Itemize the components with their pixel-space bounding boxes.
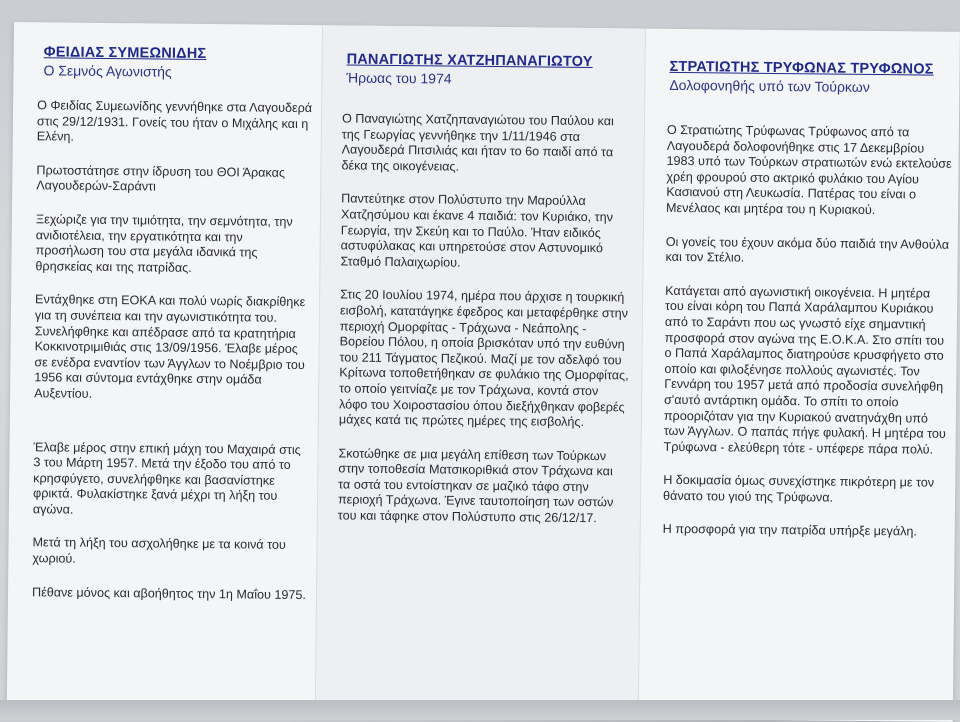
- column-header: [669, 59, 933, 96]
- paragraph: Έλαβε μέρος στην επική μάχη του Μαχαιρά στις 3 του Μάρτη 1957. Μετά την έξοδο του από το κρησφύγετο, συνελήφθηκε και βασανίστηκε φρικτά. Φυλακίστηκε ξανά μέχρι τη λήξη του αγώνα.: [32, 439, 301, 517]
- biography-column-tryfonos: [637, 29, 960, 722]
- paragraph: Ξεχώριζε για την τιμιότητα, την σεμνότητα, την ανιδιοτέλεια, την εργατικότητα και την προσήλωση του στα μεγάλα ιδανικά της θρησκείας και της πατρίδας.: [35, 212, 293, 275]
- biography-column-chatzipanagiotou: [315, 25, 646, 718]
- person-subtitle: Ο Σεμνός Αγωνιστής: [43, 62, 172, 80]
- paragraph: Ο Φειδίας Συμεωνίδης γεννήθηκε στα Λαγουδερά στις 29/12/1931. Γονείς του ήταν ο Μιχάλης και η Ελένη.: [36, 98, 313, 144]
- column-header: [43, 44, 206, 80]
- biography-text: [338, 111, 632, 545]
- paragraph: Στις 20 Ιουλίου 1974, ημέρα που άρχισε η τουρκική εισβολή, κατατάγηκε έφεδρος και μεταφέρθηκε στην περιοχή Ομορφίτας - Τράχωνα - Νεάπολης - Βορείου Πόλου, η οποία βρισκόταν υπό την ευθύνη του 211 Τάγματος Πεζικού. Μαζί με τον αδελφό του Κρίτωνα τοποθετήθηκαν σε φυλάκιο της Ομορφίτας, το οποίο γειτνίαζε με τον Τράχωνα, κοντά στον λόφο του Χοιροστασίου όπου διεξήχθηκαν φοβερές μάχες κατά τις πρώτες ημέρες της εισβολής.: [338, 287, 629, 430]
- person-name: ΠΑΝΑΓΙΩΤΗΣ ΧΑΤΖΗΠΑΝΑΓΙΩΤΟΥ: [346, 51, 593, 71]
- paragraph: Παντεύτηκε στον Πολύστυπο την Μαρούλλα Χατζησύμου και έκανε 4 παιδιά: τον Κυριάκο, την Γεωργία, την Σκεύη και το Παύλο. Ήταν ειδικός αστυφύλακας και υπηρετούσε στον Αστυνομικό Σταθμό Παλαιχωρίου.: [340, 191, 614, 270]
- biography-column-symeonides: [7, 22, 322, 715]
- paragraph: Η προσφορά για την πατρίδα υπήρξε μεγάλη.: [662, 522, 918, 539]
- column-header: [346, 51, 592, 88]
- paragraph: Οι γονείς του έχουν ακόμα δύο παιδιά την Ανθούλα και τον Στέλιο.: [665, 234, 950, 265]
- leaflet-sheet: [7, 22, 960, 722]
- paragraph: Εντάχθηκε στη ΕΟΚΑ και πολύ νωρίς διακρίθηκε για τη συνέπεια και την αγωνιστικότητα του. Συνελήφθηκε και απέδρασε από τα κρατητήρια Κοκκινοτριμιθιάς στις 13/09/1956. Έλαβε μέρος σε ενέδρα εναντίον των Άγγλων το Νοέμβριο του 1956 και σύντομα εντάχθηκε στην ομάδα Αυξεντίου.: [34, 292, 306, 401]
- paragraph: Μετά τη λήξη του ασχολήθηκε με τα κοινά του χωριού.: [32, 535, 286, 566]
- person-subtitle: Ήρωας του 1974: [346, 69, 452, 87]
- paragraph: Πέθανε μόνος και αβοήθητος την 1η Μαΐου 1975.: [31, 584, 307, 602]
- biography-text: [32, 98, 312, 621]
- paragraph: Ο Στρατιώτης Τρύφωνας Τρύφωνος από τα Λαγουδερά δολοφονήθηκε στις 17 Δεκεμβρίου 1983 υπό των Τούρκων στρατιωτών ενώ εκτελούσε χρέη φρουρού στο ακτρικό φυλάκιο του Αγίου Κασιανού στη Λευκωσία. Πατέρας του είναι ο Μενέλαος και μητέρα του η Κυριακού.: [666, 122, 952, 217]
- table-surface: [0, 700, 960, 720]
- paragraph: Ο Παναγιώτης Χατζηπαναγιώτου του Παύλου και της Γεωργίας γεννήθηκε την 1/11/1946 στα Λαγουδερά Πιτσιλιάς και ήταν το 6ο παιδί από τα δέκα της οικογένειας.: [341, 111, 614, 174]
- paragraph: Σκοτώθηκε σε μια μεγάλη επίθεση των Τούρκων στην τοποθεσία Ματσικοριθκιά στον Τράχωνα και τα οστά του εντοίστηκαν σε μαζικό τάφο στην περιοχή Τράχωνα. Έγινε ταυτοποίηση των οστών του και τάφηκε στον Πολύστυπο στις 26/12/17.: [337, 446, 614, 526]
- paragraph: Πρωτοστάτησε στην ίδρυση του ΘΟΙ Άρακας Λαγουδερών-Σαράντι: [36, 163, 286, 194]
- person-subtitle: Δολοφονηθής υπό των Τούρκων: [669, 76, 870, 95]
- person-name: ΣΤΡΑΤΙΩΤΗΣ ΤΡΥΦΩΝΑΣ ΤΡΥΦΩΝΟΣ: [669, 58, 934, 78]
- person-name: ΦΕΙΔΙΑΣ ΣΥΜΕΩΝΙΔΗΣ: [43, 44, 207, 63]
- biography-text: [662, 123, 953, 559]
- paragraph: Η δοκιμασία όμως συνεχίστηκε πικρότερη με τον θάνατο του γιού της Τρύφωνα.: [663, 473, 935, 505]
- paragraph: Κατάγεται από αγωνιστική οικογένεια. Η μητέρα του είναι κόρη του Παπά Χαράλαμπου Κυριάκου από το Σαράντι που ως γνωστό είχε σημαντική προσφορά στον αγώνα της Ε.Ο.Κ.Α. Στο σπίτι του ο Παπά Χαράλαμπος διατηρούσε κρυσφήγετο στο οποίο και φιλοξένησε πολλούς αγωνιστές. Τον Γεννάρη του 1957 μετά από προδοσία συνελήφθη σ'αυτό αντάρτικη ομάδα. Το σπίτι το οποίο προοριζόταν για την Κυριακού ανατηνάχθη υπό των Άγγλων. Ο παπάς πήγε φυλακή. Η μητέρα του Τρύφωνα - ελεύθερη τότε - υπέφερε πάρα πολύ.: [663, 283, 946, 457]
